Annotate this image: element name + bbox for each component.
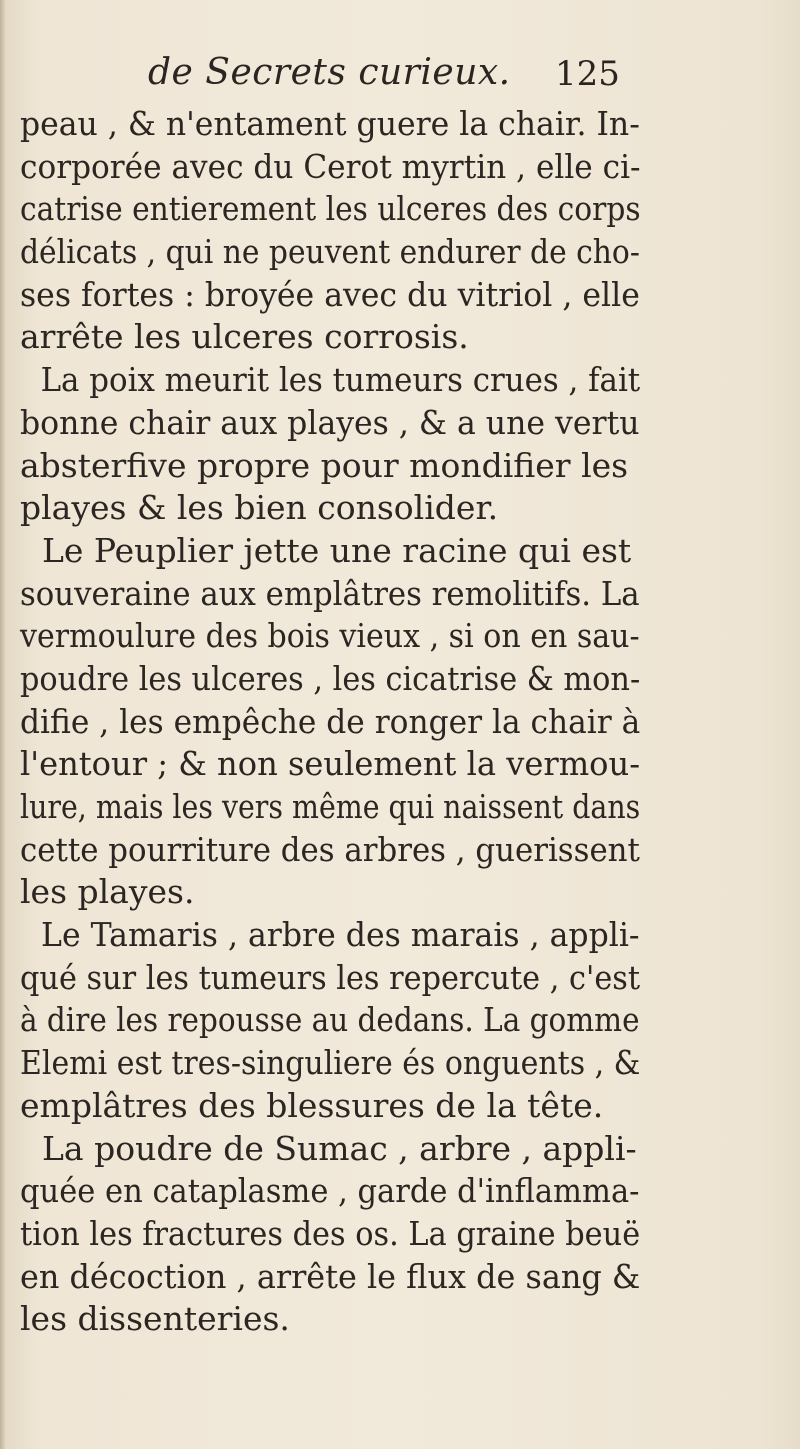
text-line: ses fortes : broyée avec du vitriol , elle xyxy=(20,274,640,314)
text-line: absterfive propre pour mondifier les xyxy=(20,445,629,485)
text-line: qué sur les tumeurs les repercute , c'est xyxy=(20,957,641,997)
text-line: souveraine aux emplâtres remolitifs. La xyxy=(20,573,640,613)
text-line: à dire les repousse au dedans. La gomme xyxy=(20,1000,640,1040)
page-spine-shadow xyxy=(0,0,6,1449)
text-line: emplâtres des blessures de la tête. xyxy=(20,1085,604,1125)
text-line: les playes. xyxy=(20,872,195,912)
text-line: cette pourriture des arbres , guerissent xyxy=(20,829,640,869)
body-text xyxy=(20,103,640,1341)
text-line: l'entour ; & non seulement la vermou- xyxy=(20,744,641,784)
text-line: quée en cataplasme , garde d'inflamma- xyxy=(20,1171,640,1211)
text-line: bonne chair aux playes , & a une vertu xyxy=(20,402,640,442)
text-line: tion les fractures des os. La graine beuë xyxy=(20,1213,641,1253)
text-line: peau , & n'entament guere la chair. In- xyxy=(20,104,640,143)
text-line: Le Peuplier jette une racine qui est xyxy=(42,530,632,570)
text-line: Elemi est tres-singuliere és onguents , & xyxy=(20,1043,641,1083)
text-line: corporée avec du Cerot myrtin , elle ci- xyxy=(20,146,641,186)
page-number: 125 xyxy=(555,54,620,94)
text-line: difie , les empêche de ronger la chair à xyxy=(20,701,641,741)
text-line: poudre les ulceres , les cicatrise & mon- xyxy=(20,658,641,698)
running-title: de Secrets curieux. xyxy=(148,52,511,93)
text-line: La poudre de Sumac , arbre , appli- xyxy=(42,1128,637,1168)
text-line: La poix meurit les tumeurs crues , fait xyxy=(40,360,641,400)
page-header xyxy=(0,52,800,102)
text-line: les dissenteries. xyxy=(20,1299,290,1339)
text-line: délicats , qui ne peuvent endurer de cho- xyxy=(20,232,640,272)
text-line: Le Tamaris , arbre des marais , appli- xyxy=(41,915,640,955)
text-line: vermoulure des bois vieux , si on en sau- xyxy=(20,616,640,656)
text-line: lure, mais les vers même qui naissent dans xyxy=(20,787,641,826)
text-line: playes & les bien consolider. xyxy=(20,488,499,528)
text-line: arrête les ulceres corrosis. xyxy=(20,317,469,357)
text-line: en décoction , arrête le flux de sang & xyxy=(20,1256,641,1296)
text-line: catrise entierement les ulceres des corps xyxy=(20,189,641,229)
